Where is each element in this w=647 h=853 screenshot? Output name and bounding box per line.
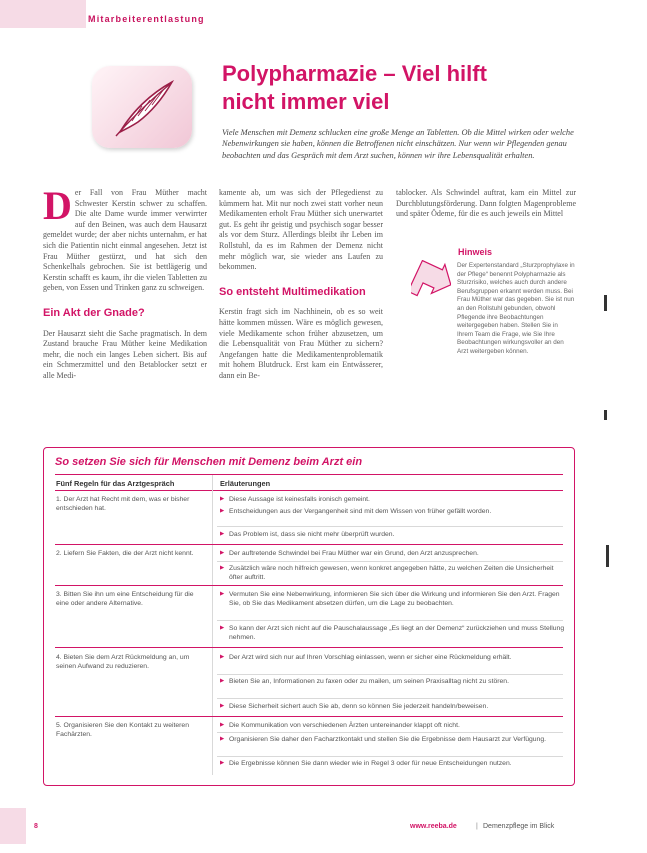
note-2-2: ▶ Zusätzlich wäre noch hilfreich gewesen, wenn konkret angegeben hätte, zu welchen Zeiten die Unsicherheit öfter auftritt.: [220, 564, 567, 583]
subheading-gnade: Ein Akt der Gnade?: [43, 306, 145, 319]
column-3: [396, 188, 576, 220]
column-3-paragraph-1: tablocker. Als Schwindel auftrat, kam ein Mittel zur Durchblutungsförderung. Dann folgten Magenprobleme und später Ödeme, für die es auch jeweils ein Mittel: [396, 188, 576, 219]
note-divider: [217, 561, 563, 562]
note-1-1: ▶ Diese Aussage ist keinesfalls ironisch gemeint.: [220, 495, 567, 504]
column-1: [43, 183, 207, 382]
note-1-2: ▶ Entscheidungen aus der Vergangenheit sind mit dem Wissen von früher gefällt worden.: [220, 507, 567, 516]
margin-mark: [604, 410, 607, 420]
note-divider: [217, 756, 563, 757]
note-divider: [217, 732, 563, 733]
column-divider: [212, 475, 213, 775]
footer-magazine: Demenzpflege im Blick: [483, 823, 555, 830]
article-title: [222, 60, 582, 116]
panel-title: So setzen Sie sich für Menschen mit Demenz beim Arzt ein: [55, 456, 363, 468]
note-5-2: ▶ Organisieren Sie daher den Facharztkontakt und stellen Sie die Ergebnisse dem Hausarzt zur Verfügung.: [220, 735, 567, 744]
note-4-3: ▶ Diese Sicherheit sichert auch Sie ab, denn so können Sie jederzeit handeln/beweisen.: [220, 702, 567, 711]
footer-band: [0, 808, 26, 844]
header-rule: [55, 490, 563, 491]
hint-text: Der Expertenstandard „Sturzprophylaxe in der Pflege“ benennt Polypharmazie als Sturzrisiko, welches auch durch andere Berufsgruppen erkannt werden muss. Bei Frau Müther war das gegeben. Sie ist nun an den Rollstuhl gebunden, obwohl Pflegende ihre Beobachtungen weitergegeben haben. Stellen Sie in Ihrem Team die Frage, wie Sie Ihre Beobachtungen wirkungsvoller an den Arzt weitergeben können.: [457, 262, 575, 355]
row-rule: [55, 647, 563, 648]
note-divider: [217, 526, 563, 527]
note-1-3: ▶ Das Problem ist, dass sie nicht mehr überprüft wurden.: [220, 530, 567, 539]
rule-2: 2. Liefern Sie Fakten, die der Arzt nicht kennt.: [56, 550, 194, 557]
column-1-paragraph-1: er Fall von Frau Müther macht Schwester Kerstin schwer zu schaffen. Die alte Dame wurde immer verwirrter auf den Beinen, was auch dem Hausarzt gemeldet wurde; der aber nichts unternahm, er hat sich die Patientin nicht einmal angesehen. Jetzt ist Frau Müther gestürzt, und hat sich den Schenkelhals gebrochen. Sie ist bettlägerig und Kerstin schafft es kaum, ihr die vielen Tabletten zu geben, von Essen und Trinken ganz zu schweigen.: [43, 188, 207, 293]
row-rule: [55, 585, 563, 586]
hint-arrow-icon: [411, 260, 451, 306]
hint-title: Hinweis: [458, 247, 493, 257]
margin-mark: [606, 545, 609, 567]
note-divider: [217, 674, 563, 675]
rule-4: 4. Bieten Sie dem Arzt Rückmeldung an, um seinen Aufwand zu reduzieren.: [56, 654, 190, 671]
header-band: [0, 0, 86, 28]
title-line-1: Polypharmazie – Viel hilft: [222, 61, 487, 86]
note-3-2: ▶ So kann der Arzt sich nicht auf die Pauschalaussage „Es liegt an der Demenz“ zurückziehen und muss Stellung nehmen.: [220, 624, 567, 643]
rule-1: 1. Der Arzt hat Recht mit dem, was er bisher entschieden hat.: [56, 496, 190, 513]
column-2: [219, 188, 383, 382]
note-5-3: ▶ Die Ergebnisse können Sie dann wieder wie in Regel 3 oder für neue Entscheidungen nutzen.: [220, 759, 567, 768]
rule-3: 3. Bitten Sie ihn um eine Entscheidung für die eine oder andere Alternative.: [56, 591, 194, 608]
header-notes: Erläuterungen: [220, 479, 271, 488]
note-3-1: ▶ Vermuten Sie eine Nebenwirkung, informieren Sie sich über die Wirkung und informieren Sie den Arzt. Fragen Sie, ob Sie das Medikament absetzen dürfen, um die Lage zu beobachten.: [220, 590, 567, 609]
subheading-multimedikation: So entsteht Multimedikation: [219, 285, 366, 298]
column-1-paragraph-2: Der Hausarzt sieht die Sache pragmatisch. In dem Zustand brauche Frau Müther keine Medikation mehr, die noch ein langes Leben sichert. Bis auf ein Schmerzmittel und den Betablocker setzt er alle Medi-: [43, 328, 207, 380]
column-2-paragraph-2: Kerstin fragt sich im Nachhinein, ob es so weit hätte kommen müssen. Wäre es möglich gewesen, viele Medikamente schon früher abzusetzen, um die Lebensqualität von Frau Müther zu sichern? Angefangen hatte die Medikamentenproblematik mit hohem Blutdruck. Erst kam ein Entwässerer, dann ein Be-: [219, 307, 383, 380]
note-4-2: ▶ Bieten Sie an, Informationen zu faxen oder zu mailen, um seinen Praxisalltag nicht zu stören.: [220, 677, 567, 686]
section-label: Mitarbeiterentlastung: [88, 14, 205, 24]
note-divider: [217, 698, 563, 699]
page-number: 8: [34, 823, 38, 830]
title-line-2: nicht immer viel: [222, 89, 390, 114]
margin-mark: [604, 295, 607, 311]
row-rule: [55, 544, 563, 545]
note-5-1: ▶ Die Kommunikation von verschiedenen Ärzten untereinander klappt oft nicht.: [220, 721, 567, 730]
row-rule: [55, 716, 563, 717]
rule-5: 5. Organisieren Sie den Kontakt zu weiteren Fachärzten.: [56, 722, 189, 739]
article-intro: Viele Menschen mit Demenz schlucken eine große Menge an Tabletten. Ob die Mittel wirken oder welche Nebenwirkungen sie haben, können die Betroffenen nicht einschätzen. Nur wenn wir Pflegenden genau beobachten und das Gespräch mit dem Arzt suchen, können wir ihre Lebensqualität erhalten.: [222, 128, 574, 160]
feather-icon: [92, 66, 192, 148]
note-2-1: ▶ Der auftretende Schwindel bei Frau Müther war ein Grund, den Arzt anzusprechen.: [220, 549, 567, 558]
note-divider: [217, 620, 563, 621]
note-4-1: ▶ Der Arzt wird sich nur auf Ihren Vorschlag einlassen, wenn er sicher eine Rückmeldung erhält.: [220, 653, 567, 662]
dropcap: D: [43, 183, 72, 228]
footer-separator: |: [476, 823, 478, 830]
header-rules: Fünf Regeln für das Arztgespräch: [56, 479, 175, 488]
footer-url[interactable]: www.reeba.de: [410, 823, 457, 830]
panel-title-rule: [55, 474, 563, 475]
column-2-paragraph-1: kamente ab, um was sich der Pflegedienst zu kümmern hat. Mit nur noch zwei statt vorher neun Medikamenten erholt Frau Müther sich unerwartet gut. Es geht ihr geistig und psychisch sogar besser als vor dem Sturz. Allerdings bleibt ihr Leben im Rollstuhl, da es im Rahmen der Demenz nicht mehr möglich war, sie wieder ans Laufen zu bekommen.: [219, 188, 383, 272]
